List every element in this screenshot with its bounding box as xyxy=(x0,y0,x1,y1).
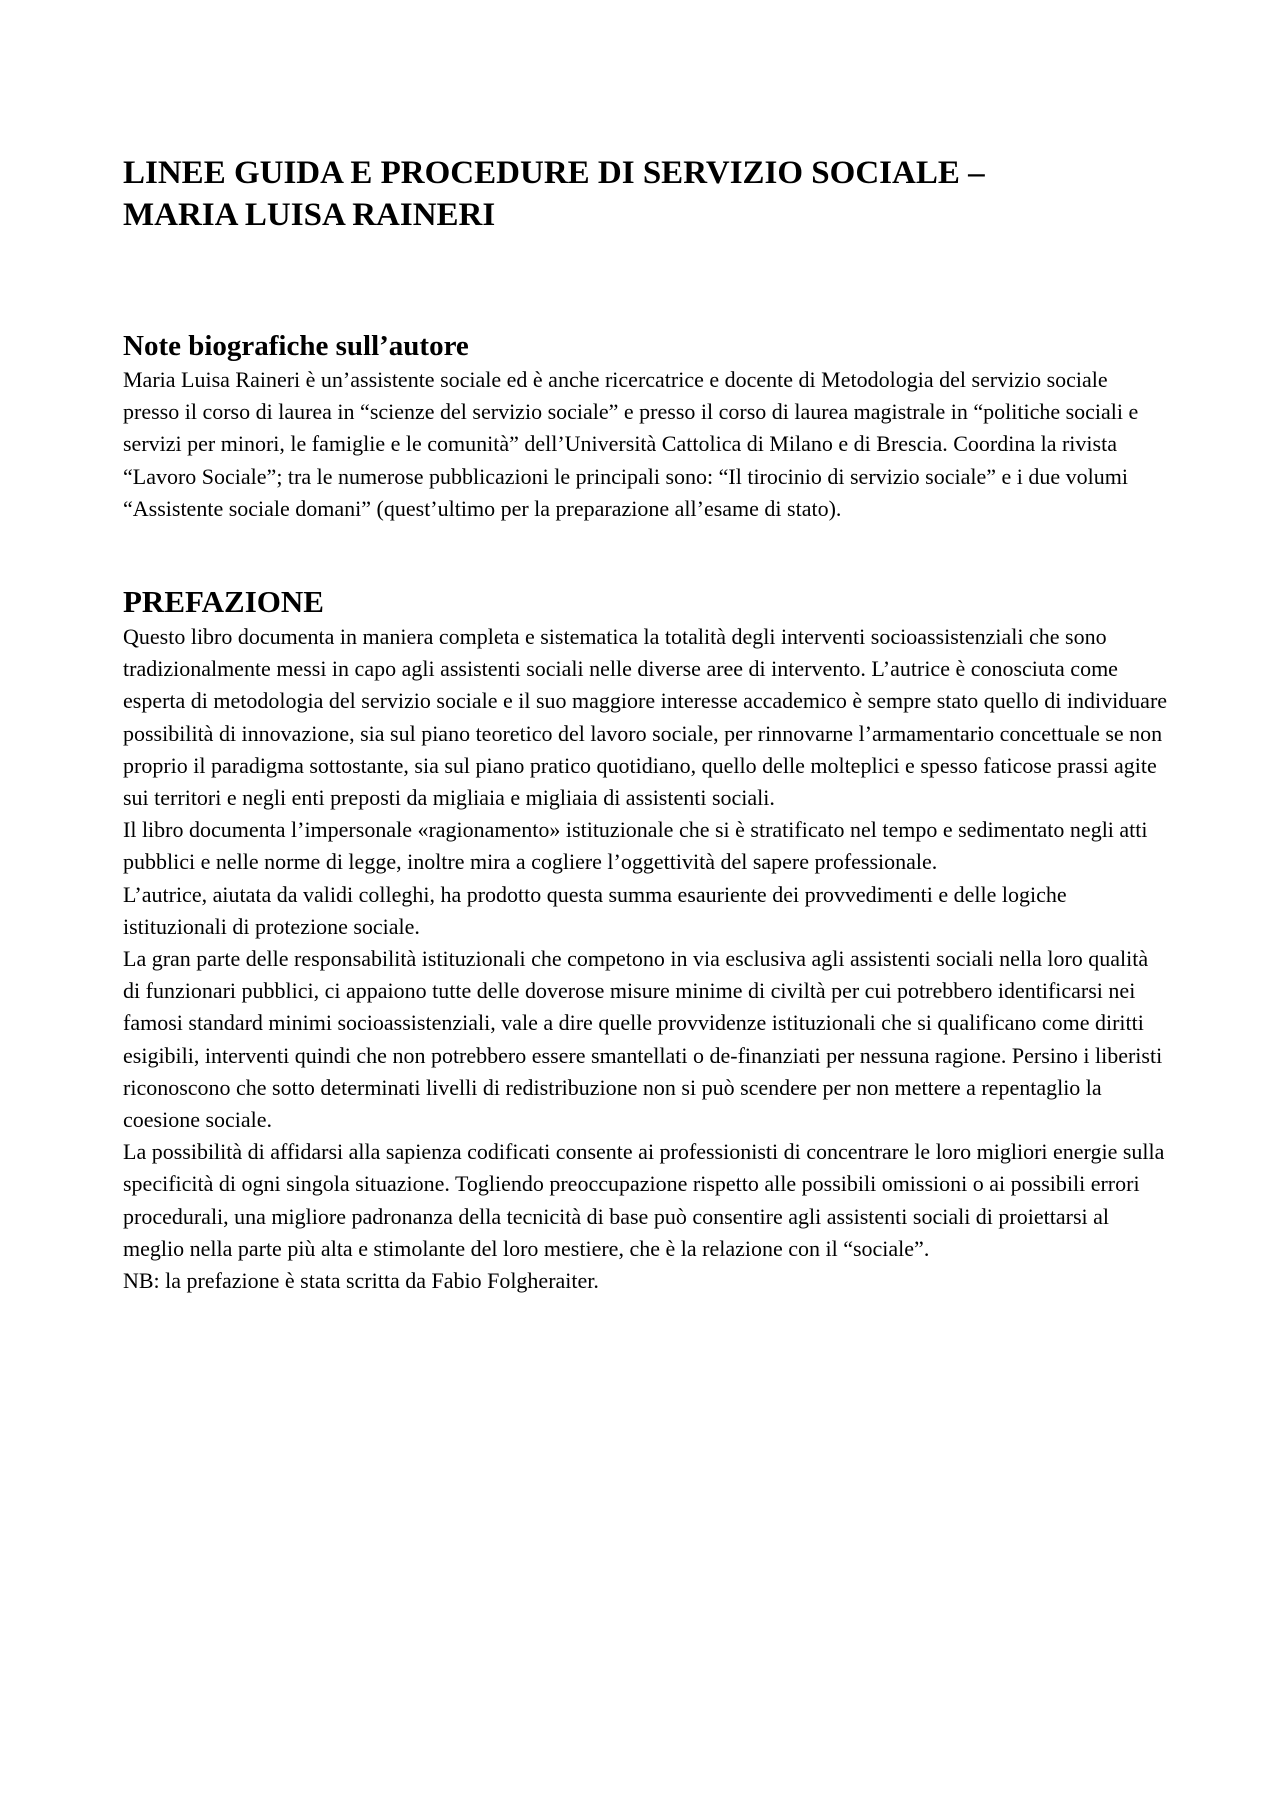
preface-heading: PREFAZIONE xyxy=(123,584,324,620)
preface-paragraph-2: Il libro documenta l’impersonale «ragionamento» istituzionale che si è stratificato nel tempo e sedimentato negli atti pubblici e nelle norme di legge, inoltre mira a cogliere l’oggettività del sapere professionale. xyxy=(123,817,1148,875)
document-page xyxy=(123,152,1168,1297)
bio-paragraph: Maria Luisa Raineri è un’assistente sociale ed è anche ricercatrice e docente di Metodologia del servizio sociale presso il corso di laurea in “scienze del servizio sociale” e presso il corso di laurea magistrale in “politiche sociali e servizi per minori, le famiglie e le comunità” dell’Università Cattolica di Milano e di Brescia. Coordina la rivista “Lavoro Sociale”; tra le numerose pubblicazioni le principali sono: “Il tirocinio di servizio sociale” e i due volumi “Assistente sociale domani” (quest’ultimo per la preparazione all’esame di stato). xyxy=(123,367,1139,521)
preface-note: NB: la prefazione è stata scritta da Fabio Folgheraiter. xyxy=(123,1268,599,1294)
preface-paragraph-5: La possibilità di affidarsi alla sapienza codificati consente ai professionisti di concentrare le loro migliori energie sulla specificità di ogni singola situazione. Togliendo preoccupazione rispetto alle possibili omissioni o ai possibili errori procedurali, una migliore padronanza della tecnicità di base può consentire agli assistenti sociali di proiettarsi al meglio nella parte più alta e stimolante del loro mestiere, che è la relazione con il “sociale”. xyxy=(123,1139,1165,1261)
document-title-line-2: MARIA LUISA RAINERI xyxy=(123,197,496,233)
preface-paragraph-1: Questo libro documenta in maniera completa e sistematica la totalità degli interventi socioassistenziali che sono tradizionalmente messi in capo agli assistenti sociali nelle diverse aree di intervento. L’autrice è conosciuta come esperta di metodologia del servizio sociale e il suo maggiore interesse accademico è sempre stato quello di individuare possibilità di innovazione, sia sul piano teoretico del lavoro sociale, per rinnovarne l’armamentario concettuale se non proprio il paradigma sottostante, sia sul piano pratico quotidiano, quello delle molteplici e spesso faticose prassi agite sui territori e negli enti preposti da migliaia e migliaia di assistenti sociali. xyxy=(123,624,1168,811)
document-title xyxy=(123,152,1168,236)
document-title-line-1: LINEE GUIDA E PROCEDURE DI SERVIZIO SOCIALE – xyxy=(123,155,985,191)
bio-heading: Note biografiche sull’autore xyxy=(123,330,469,362)
preface-paragraph-3: L’autrice, aiutata da validi colleghi, ha prodotto questa summa esauriente dei provvedimenti e delle logiche istituzionali di protezione sociale. xyxy=(123,881,1067,939)
preface-paragraph-4: La gran parte delle responsabilità istituzionali che competono in via esclusiva agli assistenti sociali nella loro qualità di funzionari pubblici, ci appaiono tutte delle doverose misure minime di civiltà per cui potrebbero identificarsi nei famosi standard minimi socioassistenziali, vale a dire quelle provvidenze istituzionali che si qualificano come diritti esigibili, interventi quindi che non potrebbero essere smantellati o de-finanziati per nessuna ragione. Persino i liberisti riconoscono che sotto determinati livelli di redistribuzione non si può scendere per non mettere a repentaglio la coesione sociale. xyxy=(123,946,1163,1133)
